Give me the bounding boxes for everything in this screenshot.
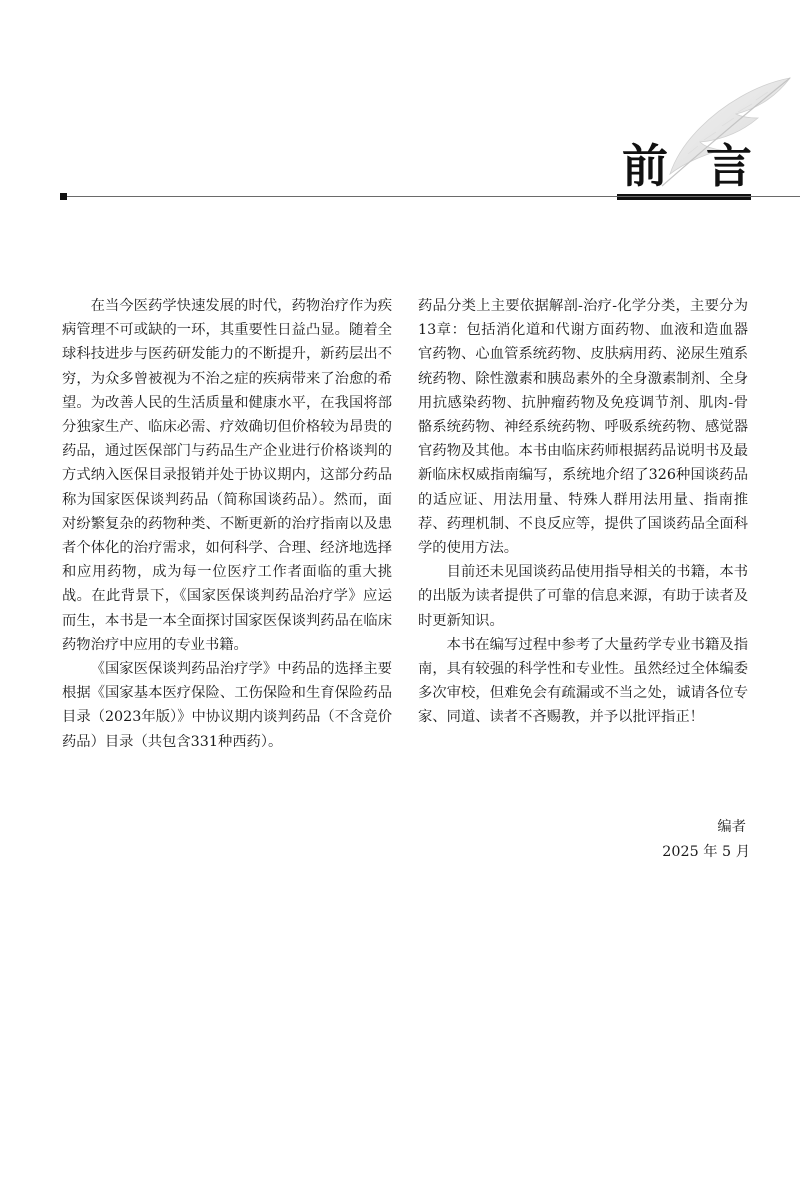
signature-date: 2025 年 5 月 (662, 844, 750, 860)
body-column-left (62, 294, 392, 754)
paragraph: 目前还未见国谈药品使用指导相关的书籍，本书的出版为读者提供了可靠的信息来源，有助于读者及时更新知识。 (418, 564, 748, 629)
paragraph-continuation: 药品分类上主要依据解剖-治疗-化学分类，主要分为13章：包括消化道和代谢方面药物、血液和造血器官药物、心血管系统药物、皮肤病用药、泌尿生殖系统药物、除性激素和胰岛素外的全身激素制剂、全身用抗感染药物、抗肿瘤药物及免疫调节剂、肌肉-骨骼系统药物、神经系统药物、呼吸系统药物、感觉器官药物及其他。本书由临床药师根据药品说明书及最新临床权威指南编写，系统地介绍了326种国谈药品的适应证、用法用量、特殊人群用法用量、指南推荐、药理机制、不良反应等，提供了国谈药品全面科学的使用方法。 (418, 298, 748, 557)
body-column-right (418, 294, 748, 730)
page-title-char-1: 前 (622, 139, 668, 193)
paragraph: 《国家医保谈判药品治疗学》中药品的选择主要根据《国家基本医疗保险、工伤保险和生育保险药品目录（2023年版）》中协议期内谈判药品（不含竞价药品）目录（共包含331种西药）。 (62, 661, 392, 750)
header-rule (62, 196, 800, 197)
signature-author: 编者 (717, 819, 746, 835)
paragraph: 本书在编写过程中参考了大量药学专业书籍及指南，具有较强的科学性和专业性。虽然经过全体编委多次审校，但难免会有疏漏或不当之处，诚请各位专家、同道、读者不吝赐教，并予以批评指正！ (418, 636, 748, 726)
paragraph: 在当今医药学快速发展的时代，药物治疗作为疾病管理不可或缺的一环，其重要性日益凸显。随着全球科技进步与医药研发能力的不断提升，新药层出不穷，为众多曾被视为不治之症的疾病带来了治愈的希望。为改善人民的生活质量和健康水平，在我国将部分独家生产、临床必需、疗效确切但价格较为昂贵的药品，通过医保部门与药品生产企业进行价格谈判的方式纳入医保目录报销并处于协议期内，这部分药品称为国家医保谈判药品（简称国谈药品）。然而，面对纷繁复杂的药物种类、不断更新的治疗指南以及患者个体化的治疗需求，如何科学、合理、经济地选择和应用药物，成为每一位医疗工作者面临的重大挑战。在此背景下，《国家医保谈判药品治疗学》应运而生，本书是一本全面探讨国家医保谈判药品在临床药物治疗中应用的专业书籍。 (62, 298, 392, 653)
title-underline (617, 194, 751, 200)
page-title (622, 140, 752, 192)
page-title-char-2: 言 (706, 139, 752, 193)
header-square-marker (60, 193, 67, 200)
